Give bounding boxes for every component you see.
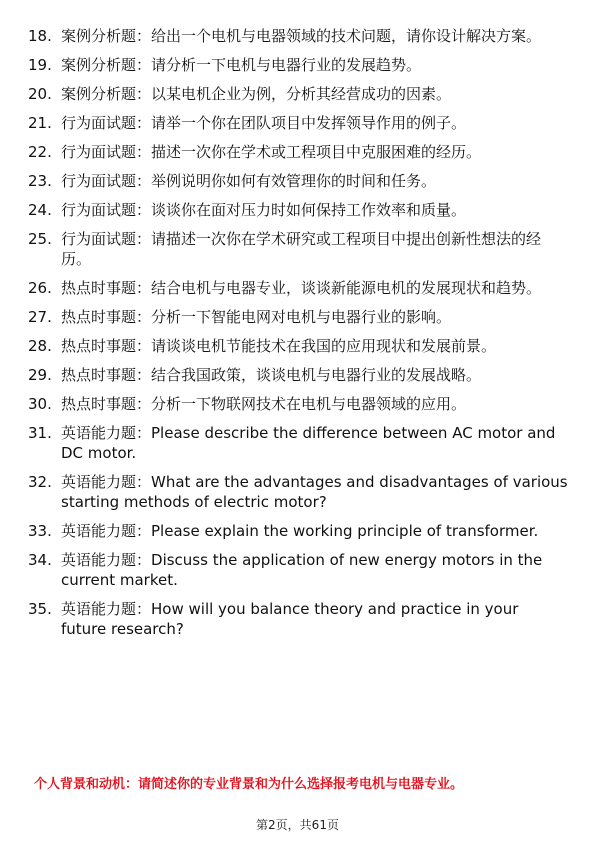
question-number: 20. <box>28 85 52 103</box>
question-body: 请谈谈电机节能技术在我国的应用现状和发展前景。 <box>151 337 497 355</box>
question-text <box>61 394 568 414</box>
question-category: 案例分析题： <box>61 27 152 45</box>
question-item <box>28 423 568 463</box>
question-number: 22. <box>28 143 52 161</box>
question-body: 请分析一下电机与电器行业的发展趋势。 <box>151 56 422 74</box>
question-body: 描述一次你在学术或工程项目中克服困难的经历。 <box>151 143 482 161</box>
question-number: 30. <box>28 395 52 413</box>
question-body: 给出一个电机与电器领域的技术问题，请你设计解决方案。 <box>151 27 542 45</box>
question-category: 行为面试题： <box>61 201 152 219</box>
question-body: How will you balance theory and practice in your future research? <box>61 600 519 638</box>
question-category: 案例分析题： <box>61 56 152 74</box>
question-text <box>61 84 568 104</box>
question-number: 21. <box>28 114 52 132</box>
question-text <box>61 113 568 133</box>
question-category: 热点时事题： <box>61 395 152 413</box>
question-item <box>28 278 568 298</box>
question-body: 举例说明你如何有效管理你的时间和任务。 <box>151 172 437 190</box>
question-category: 行为面试题： <box>61 172 152 190</box>
question-text <box>61 26 568 46</box>
question-body: 结合我国政策，谈谈电机与电器行业的发展战略。 <box>151 366 482 384</box>
question-category: 行为面试题： <box>61 143 152 161</box>
question-text <box>61 171 568 191</box>
question-text <box>61 55 568 75</box>
background-motivation-note: 个人背景和动机：请简述你的专业背景和为什么选择报考电机与电器专业。 <box>34 777 464 792</box>
question-number: 27. <box>28 308 52 326</box>
question-item <box>28 229 568 269</box>
question-category: 英语能力题： <box>61 424 152 442</box>
question-number: 31. <box>28 424 52 442</box>
question-text <box>61 229 568 269</box>
question-item <box>28 394 568 414</box>
question-number: 25. <box>28 230 52 248</box>
question-category: 英语能力题： <box>61 600 152 618</box>
question-body: Please explain the working principle of transformer. <box>151 522 539 540</box>
question-number: 24. <box>28 201 52 219</box>
question-category: 热点时事题： <box>61 279 152 297</box>
question-text <box>61 200 568 220</box>
question-item <box>28 550 568 590</box>
question-body: 分析一下物联网技术在电机与电器领域的应用。 <box>151 395 467 413</box>
question-number: 35. <box>28 600 52 618</box>
question-text <box>61 599 568 639</box>
question-category: 案例分析题： <box>61 85 152 103</box>
question-number: 26. <box>28 279 52 297</box>
question-body: What are the advantages and disadvantages of various starting methods of electric motor? <box>61 473 568 511</box>
question-text <box>61 472 568 512</box>
question-number: 18. <box>28 27 52 45</box>
question-body: 结合电机与电器专业，谈谈新能源电机的发展现状和趋势。 <box>151 279 542 297</box>
question-body: 谈谈你在面对压力时如何保持工作效率和质量。 <box>151 201 467 219</box>
question-text <box>61 278 568 298</box>
question-list <box>28 26 568 648</box>
question-text <box>61 336 568 356</box>
question-category: 行为面试题： <box>61 230 152 248</box>
question-item <box>28 336 568 356</box>
question-item <box>28 365 568 385</box>
question-text <box>61 521 568 541</box>
question-category: 热点时事题： <box>61 366 152 384</box>
question-item <box>28 84 568 104</box>
question-item <box>28 55 568 75</box>
question-body: 以某电机企业为例，分析其经营成功的因素。 <box>151 85 452 103</box>
question-item <box>28 200 568 220</box>
question-body: Please describe the difference between AC motor and DC motor. <box>61 424 556 462</box>
question-body: Discuss the application of new energy motors in the current market. <box>61 551 543 589</box>
question-number: 29. <box>28 366 52 384</box>
question-text <box>61 365 568 385</box>
question-text <box>61 423 568 463</box>
question-body: 分析一下智能电网对电机与电器行业的影响。 <box>151 308 452 326</box>
question-item <box>28 142 568 162</box>
question-category: 英语能力题： <box>61 551 152 569</box>
question-number: 28. <box>28 337 52 355</box>
question-text <box>61 142 568 162</box>
question-body: 请举一个你在团队项目中发挥领导作用的例子。 <box>151 114 467 132</box>
question-item <box>28 307 568 327</box>
question-item <box>28 113 568 133</box>
question-text <box>61 550 568 590</box>
question-item <box>28 26 568 46</box>
question-item <box>28 171 568 191</box>
question-category: 英语能力题： <box>61 473 152 491</box>
question-item <box>28 472 568 512</box>
question-number: 23. <box>28 172 52 190</box>
page-footer: 第2页，共61页 <box>256 818 339 832</box>
question-category: 热点时事题： <box>61 308 152 326</box>
question-category: 英语能力题： <box>61 522 152 540</box>
question-number: 19. <box>28 56 52 74</box>
question-number: 32. <box>28 473 52 491</box>
question-item <box>28 521 568 541</box>
question-number: 33. <box>28 522 52 540</box>
question-category: 热点时事题： <box>61 337 152 355</box>
question-category: 行为面试题： <box>61 114 152 132</box>
question-item <box>28 599 568 639</box>
question-body: 请描述一次你在学术研究或工程项目中提出创新性想法的经历。 <box>61 230 542 268</box>
question-number: 34. <box>28 551 52 569</box>
question-text <box>61 307 568 327</box>
